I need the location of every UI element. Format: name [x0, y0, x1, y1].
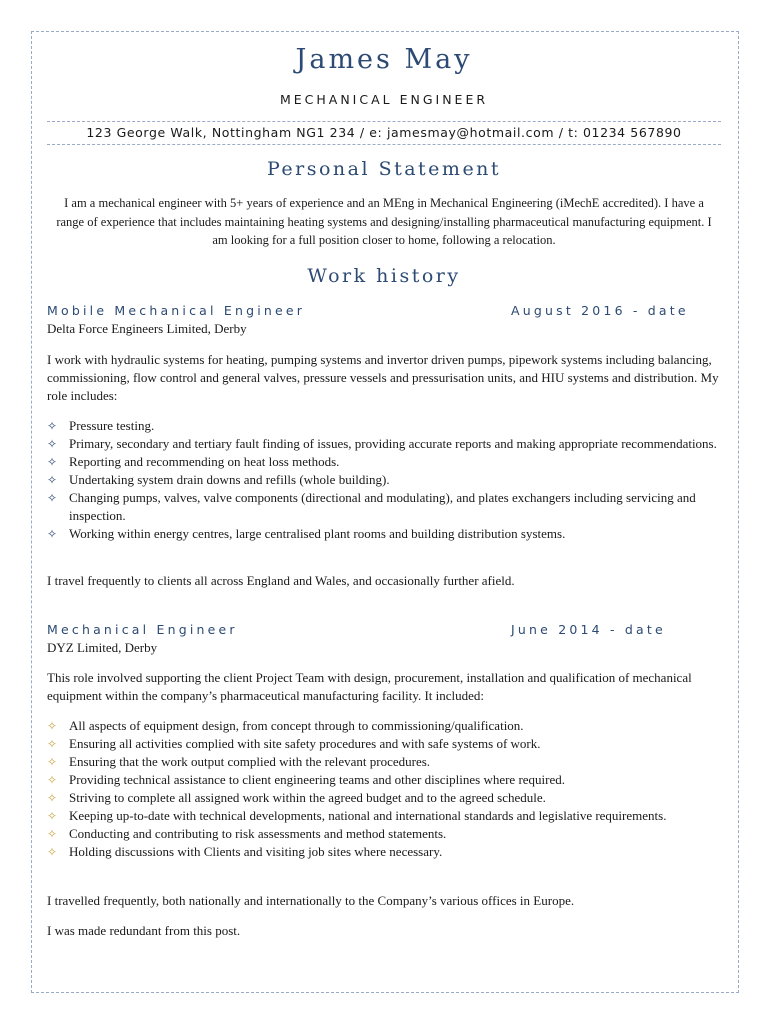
job-2-title: Mechanical Engineer — [47, 622, 238, 637]
diamond-outline-icon: ✧ — [47, 791, 58, 805]
job-1-header — [47, 303, 723, 318]
diamond-outline-icon: ✧ — [47, 773, 58, 787]
list-item: ✧ Keeping up-to-date with technical developments, national and international standards and legislative requirements. — [47, 808, 667, 823]
list-item: ✧ All aspects of equipment design, from concept through to commissioning/qualification. — [47, 718, 524, 733]
list-item: ✧ Providing technical assistance to client engineering teams and other disciplines where required. — [47, 772, 566, 787]
job-1-title: Mobile Mechanical Engineer — [47, 303, 306, 318]
list-item: ✧ Conducting and contributing to risk assessments and method statements. — [47, 826, 447, 841]
job-1-duties — [47, 417, 723, 543]
job-1-date: August 2016 - date — [511, 303, 689, 318]
diamond-outline-icon: ✧ — [47, 437, 58, 451]
job-2-duties — [47, 717, 723, 861]
diamond-outline-icon: ✧ — [47, 845, 58, 859]
job-2-closing-2: I was made redundant from this post. — [47, 923, 241, 938]
job-2-intro: This role involved supporting the client Project Team with design, procurement, installation and qualification of mechanical equipment within the company’s pharmaceutical manufacturing facility. It included: — [47, 670, 692, 703]
job-2-header — [47, 622, 723, 637]
personal-statement-heading: Personal Statement — [266, 158, 502, 180]
candidate-name: James May — [295, 44, 473, 75]
diamond-outline-icon: ✧ — [47, 473, 58, 487]
list-item: ✧ Striving to complete all assigned work within the agreed budget and to the agreed schedule. — [47, 790, 546, 805]
job-role: MECHANICAL ENGINEER — [279, 92, 489, 107]
list-item: ✧ Ensuring all activities complied with site safety procedures and with safe systems of work. — [47, 736, 541, 751]
list-item: ✧ Reporting and recommending on heat loss methods. — [47, 454, 340, 469]
diamond-outline-icon: ✧ — [47, 755, 58, 769]
list-item: ✧ Changing pumps, valves, valve components (directional and modulating), and plates exchangers including servicing and inspection. — [47, 490, 696, 523]
contact-line: 123 George Walk, Nottingham NG1 234 / e: jamesmay@hotmail.com / t: 01234 567890 — [47, 121, 721, 145]
list-item: ✧ Ensuring that the work output complied with the relevant procedures. — [47, 754, 431, 769]
list-item: ✧ Primary, secondary and tertiary fault finding of issues, providing accurate reports and making appropriate recommendations. — [47, 436, 717, 451]
personal-statement-text: I am a mechanical engineer with 5+ years of experience and an MEng in Mechanical Engineering (iMechE accredited). I have a range of experience that includes maintaining heating systems and designing/installing pharmaceutical manufacturing equipment. I am looking for a full position closer to home, following a relocation. — [56, 196, 712, 247]
job-1-company: Delta Force Engineers Limited, Derby — [47, 321, 247, 336]
diamond-outline-icon: ✧ — [47, 491, 58, 505]
work-history-heading: Work history — [307, 265, 461, 287]
list-item: ✧ Holding discussions with Clients and visiting job sites where necessary. — [47, 844, 443, 859]
diamond-outline-icon: ✧ — [47, 527, 58, 541]
list-item: ✧ Undertaking system drain downs and refills (whole building). — [47, 472, 390, 487]
job-1-closing: I travel frequently to clients all across England and Wales, and occasionally further afield. — [47, 573, 515, 588]
diamond-outline-icon: ✧ — [47, 719, 58, 733]
job-2-closing: I travelled frequently, both nationally and internationally to the Company’s various offices in Europe. — [47, 893, 575, 908]
diamond-outline-icon: ✧ — [47, 419, 58, 433]
diamond-outline-icon: ✧ — [47, 827, 58, 841]
diamond-outline-icon: ✧ — [47, 737, 58, 751]
job-1-intro: I work with hydraulic systems for heating, pumping systems and invertor driven pumps, pipework systems including balancing, commissioning, flow control and general valves, pressure vessels and pressurisation units, and HIU systems and distribution. My role includes: — [47, 352, 719, 403]
job-2-date: June 2014 - date — [511, 622, 666, 637]
job-2-company: DYZ Limited, Derby — [47, 640, 158, 655]
diamond-outline-icon: ✧ — [47, 809, 58, 823]
list-item: ✧ Working within energy centres, large centralised plant rooms and building distribution systems. — [47, 526, 566, 541]
list-item: ✧ Pressure testing. — [47, 418, 155, 433]
diamond-outline-icon: ✧ — [47, 455, 58, 469]
